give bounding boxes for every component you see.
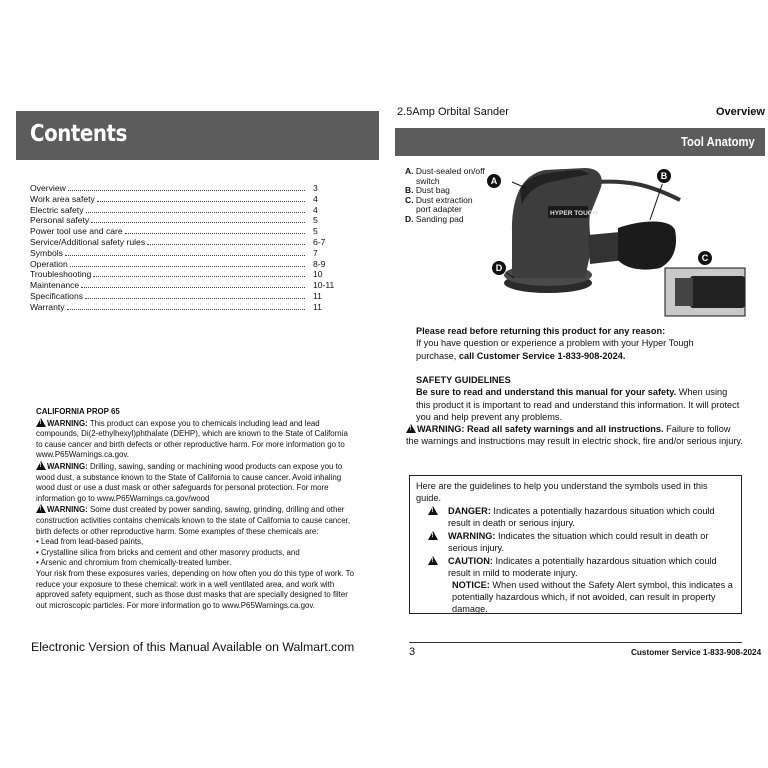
toc-leader-dots: [125, 233, 305, 234]
adapter-connector: [675, 278, 693, 306]
customer-service-footer: Customer Service 1-833-908-2024: [631, 648, 762, 657]
toc-leader-dots: [86, 212, 306, 213]
part-item-d: D. Sanding pad: [405, 213, 464, 224]
tool-anatomy-title: Tool Anatomy: [681, 135, 755, 149]
callout-badge-b: B: [656, 168, 672, 184]
toc-label: Service/Additional safety rules: [30, 236, 146, 247]
brand-text: HYPER TOUGH: [550, 210, 598, 217]
toc-label: Specifications: [30, 290, 84, 301]
toc-label: Maintenance: [30, 280, 80, 291]
toc-label: Electric safety: [30, 204, 84, 215]
toc-leader-dots: [67, 309, 305, 310]
toc-row: [30, 237, 335, 248]
safety-text: When using this product it is important to read and understand this information. It will protect you and help prevent any problems.: [416, 387, 740, 422]
warning-label: WARNING:: [47, 418, 88, 428]
toc-page-number: 5: [313, 226, 318, 237]
orbital-sander-illustration: [490, 160, 768, 320]
dust-bag: [618, 222, 676, 270]
return-text: If you have question or experience a problem with your Hyper Tough purchase,: [416, 338, 694, 361]
bullet-item: • Arsenic and chromium from chemically-treated lumber.: [36, 558, 232, 568]
part-item-b: B. Dust bag: [405, 185, 450, 196]
contents-title: Contents: [30, 121, 127, 147]
prop65-warning-3: [36, 504, 354, 537]
toc-label: Troubleshooting: [30, 269, 92, 280]
warning-text: Drilling, sawing, sanding or machining wood products can expose you to wood dust, a substance known to the State of California to cause cancer. Avoid inhaling wood dust or use a dust mask or other safeguards for personal protection. For more information go to www.P65Warnings.ca.gov/wood: [36, 461, 343, 503]
toc-row: [30, 259, 335, 270]
callout-badge-c: C: [697, 250, 713, 266]
toc-row: [30, 205, 335, 216]
toc-page-number: 4: [313, 193, 318, 204]
toc-label: Symbols: [30, 247, 63, 258]
page-number: 3: [409, 646, 416, 658]
toc-row: [30, 248, 335, 259]
warning-triangle-icon: [406, 424, 416, 433]
prop65-heading: CALIFORNIA PROP 65: [36, 407, 120, 416]
safety-bold: Be sure to read and understand this manual for your safety.: [416, 387, 677, 398]
toc-leader-dots: [97, 201, 305, 202]
toc-leader-dots: [93, 276, 305, 277]
toc-row: [30, 269, 335, 280]
safety-heading: SAFETY GUIDELINES: [416, 375, 511, 385]
bullet-item: • Lead from lead-based paints,: [36, 537, 144, 547]
symbol-row-notice: NOTICE: When used without the Safety Alert symbol, this indicates a potentially hazardous which, if not avoided, can result in property damage.: [452, 580, 733, 614]
toc-row: [30, 194, 335, 205]
toc-label: Work area safety: [30, 193, 95, 204]
toc-leader-dots: [147, 244, 305, 245]
toc-leader-dots: [65, 255, 305, 256]
warning-text: This product can expose you to chemicals including lead and lead compounds, Di(2-ethylhexyl)phthalate (DEHP), which are known to the State of California to cause cancer and birth defects or other reproductive harm. For more information go to www.P65Warnings.ca.gov.: [36, 418, 348, 460]
toc-leader-dots: [70, 266, 305, 267]
return-call: call Customer Service 1-833-908-2024.: [458, 350, 626, 361]
callout-badge-d: D: [491, 260, 507, 276]
warning-triangle-icon: [36, 504, 46, 513]
toc-row: [30, 280, 335, 291]
toc-row: [30, 226, 335, 237]
prop65-section: [36, 407, 354, 611]
toc-page-number: 7: [313, 247, 318, 258]
warning-label: WARNING:: [47, 505, 88, 515]
toc-page-number: 3: [313, 183, 318, 193]
toc-leader-dots: [91, 222, 305, 223]
danger-triangle-icon: [428, 506, 438, 515]
warning-label: WARNING:: [47, 461, 88, 471]
document-title: 2.5Amp Orbital Sander: [397, 106, 509, 118]
toc-page-number: 4: [313, 204, 318, 215]
part-item-c: C. Dust extraction: [405, 194, 473, 205]
warning-triangle-icon: [36, 418, 46, 427]
symbol-row-danger: ! DANGER: Indicates a potentially hazardous situation which could result in death or serious injury.: [416, 505, 735, 529]
prop65-tail: Your risk from these exposures varies, depending on how often you do this type of work. To reduce your exposure to these chemical: work in a well ventilated area, and work with approved safety equipment, such as those dust masks that are specially designed to filter out microscopic particles. For more information go to www.P65Warnings.ca.gov.: [36, 568, 354, 610]
warning-text: Some dust created by power sanding, sawing, grinding, drilling and other construction activities contains chemicals known to the state of California to cause cancer, birth defects or other reproductive harm. Some examples of these chemicals are:: [36, 505, 351, 536]
return-notice: [416, 325, 736, 362]
toc-page-number: 6-7: [313, 236, 326, 247]
toc-leader-dots: [85, 298, 305, 299]
symbols-intro: Here are the guidelines to help you understand the symbols used in this guide.: [416, 481, 708, 503]
power-cord: [595, 182, 680, 200]
caution-triangle-icon: [428, 556, 438, 565]
parts-list: [405, 167, 495, 225]
toc-page-number: 5: [313, 215, 318, 226]
safety-warning-text: Failure to follow the warnings and instructions may result in electric shock, fire and/or serious injury.: [406, 424, 743, 447]
return-heading: Please read before returning this product for any reason:: [416, 326, 666, 336]
safety-guidelines: [406, 374, 744, 448]
section-heading: Overview: [716, 106, 765, 118]
part-item-a: A. Dust-sealed on/off: [405, 166, 485, 176]
toc-label: Personal safety: [30, 215, 90, 226]
warning-triangle-icon: [36, 461, 46, 470]
part-item-a-cont: switch: [416, 175, 440, 186]
symbols-guide-box: [409, 475, 742, 614]
bullet-item: • Crystalline silica from bricks and cement and other masonry products, and: [36, 547, 300, 557]
toc-row: [30, 183, 335, 194]
electronic-version-footer: Electronic Version of this Manual Available on Walmart.com: [31, 640, 355, 654]
toc-page-number: 11: [313, 301, 322, 312]
toc-label: Overview: [30, 183, 66, 193]
adapter-part: [690, 276, 745, 308]
warning-triangle-icon: [428, 531, 438, 540]
footer-divider: [409, 642, 742, 643]
safety-warning-bold: WARNING: Read all safety warnings and all instructions.: [417, 424, 664, 435]
toc-leader-dots: [68, 190, 305, 191]
toc-leader-dots: [81, 287, 305, 288]
toc-label: Operation: [30, 258, 68, 269]
toc-page-number: 11: [313, 290, 322, 301]
toc-row: [30, 291, 335, 302]
toc-label: Power tool use and care: [30, 226, 123, 237]
symbol-row-caution: ! CAUTION: Indicates a potentially hazardous situation which could result in mild to moderate injury.: [416, 555, 735, 579]
symbol-row-warning: ! WARNING: Indicates the situation which could result in death or serious injury.: [416, 530, 735, 554]
toc-row: [30, 215, 335, 226]
prop65-warning-1: [36, 418, 354, 461]
table-of-contents: [30, 183, 335, 313]
toc-page-number: 8-9: [313, 258, 326, 269]
toc-page-number: 10: [313, 269, 323, 280]
toc-label: Warranty: [30, 301, 65, 312]
callout-badge-a: A: [486, 173, 502, 189]
toc-page-number: 10-11: [313, 280, 335, 291]
toc-row: [30, 302, 335, 313]
part-item-c-cont: port adapter: [416, 204, 462, 215]
prop65-warning-2: [36, 461, 354, 504]
